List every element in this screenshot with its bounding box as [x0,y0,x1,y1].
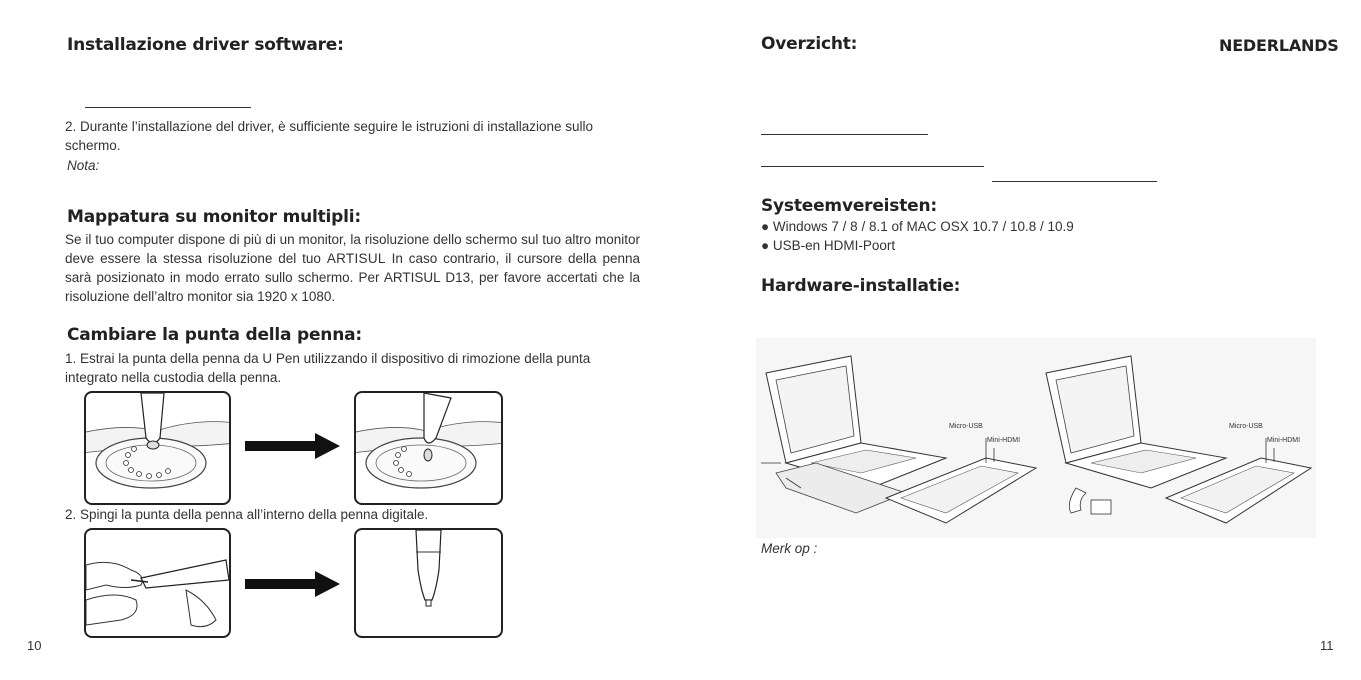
heading-change-nib: Cambiare la punta della penna: [67,325,362,345]
merk-op-label: Merk op : [761,541,818,556]
figure-nib-insert-before [84,528,231,638]
page-number-left: 10 [27,638,42,653]
brand-model: ARTISUL D13 [383,270,471,285]
figure-hardware-installation [756,338,1316,538]
figure-nib-removal-after [354,391,503,505]
heading-multi-monitor: Mappatura su monitor multipli: [67,207,361,227]
blank-underline [761,166,984,167]
blank-underline [992,181,1157,182]
blank-underline [85,107,251,108]
brand-name: ARTISUL [326,251,386,266]
label-micro-usb: Micro-USB [1229,423,1263,430]
label-mini-hdmi: Mini-HDMI [987,437,1021,444]
page-number-right: 11 [1320,638,1334,653]
blank-underline [761,134,928,135]
nota-label: Nota: [67,158,100,173]
figure-nib-removal-before [84,391,231,505]
heading-hardware-installation: Hardware-installatie: [761,276,961,296]
figure-nib-insert-after [354,528,503,638]
driver-step-2: 2. Durante l’installazione del driver, è sufficiente seguire le istruzioni di installazione sullo schermo. [65,119,594,153]
label-mini-hdmi: Mini-HDMI [1267,437,1301,444]
multi-monitor-paragraph: Se il tuo computer dispone di più di un monitor, la risoluzione dello schermo sul tuo altro monitor deve essere la stessa risoluzione del tuo ARTISUL In caso contrario, il cursore della penna sarà posizionato in modo errato sullo schermo. Per ARTISUL D13, per favore accertati che la risoluzione dell’altro monitor sia 1920 x 1080. [65,232,640,304]
arrow-right-icon [245,571,340,597]
heading-overview: Overzicht: [761,34,858,54]
language-label: NEDERLANDS [1219,36,1339,55]
label-micro-usb: Micro-USB [949,423,983,430]
nib-step-2: 2. Spingi la punta della penna all’interno della penna digitale. [65,507,429,522]
requirement-item: ● Windows 7 / 8 / 8.1 of MAC OSX 10.7 / 10.8 / 10.9 [761,219,1074,234]
requirement-item: ● USB-en HDMI-Poort [761,238,896,253]
arrow-right-icon [245,433,340,459]
heading-system-requirements: Systeemvereisten: [761,196,937,216]
heading-driver-installation: Installazione driver software: [67,35,344,55]
nib-step-1: 1. Estrai la punta della penna da U Pen utilizzando il dispositivo di rimozione della punta integrato nella custodia della penna. [65,351,591,385]
